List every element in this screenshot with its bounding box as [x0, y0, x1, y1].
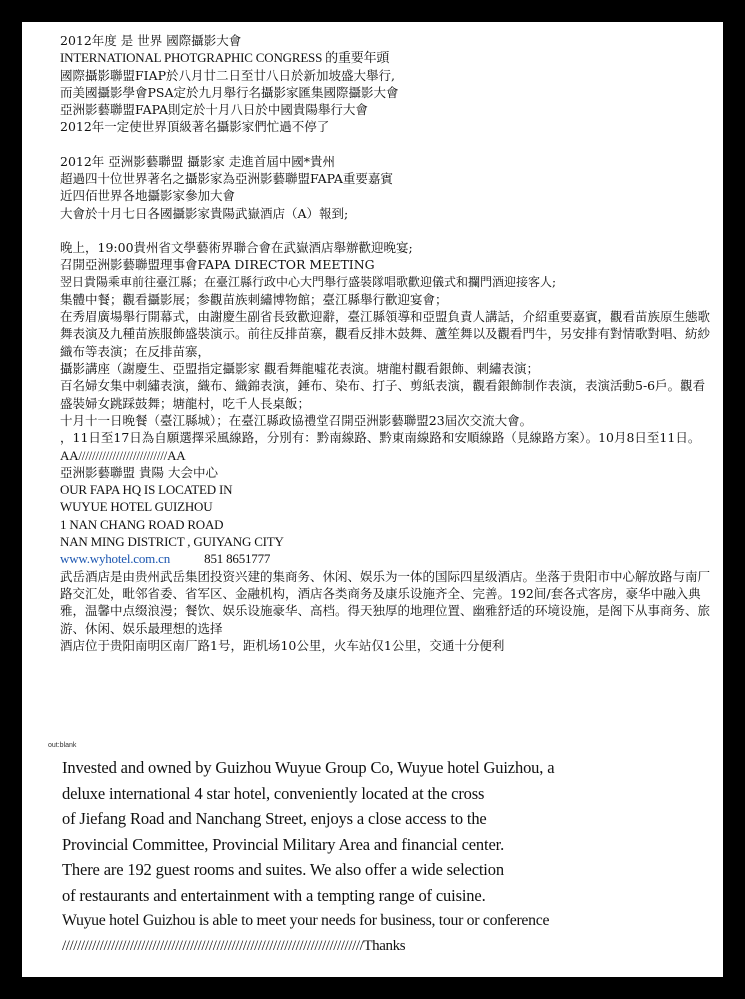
text-line: 超過四十位世界著名之攝影家為亞洲影藝聯盟FAPA重要嘉賓 — [60, 171, 393, 187]
phone-number: 851 8651777 — [204, 551, 271, 567]
text-line: of restaurants and entertainment with a tempting range of cuisine. — [62, 885, 486, 905]
text-line: 近四佰世界各地攝影家參加大會 — [60, 188, 236, 204]
text-line: of Jiefang Road and Nanchang Street, enjoys a close access to the — [62, 809, 487, 828]
text-line: 2012年度 是 世界 國際攝影大會 — [60, 33, 242, 48]
text-line: 十月十一日晚餐（臺江縣城）；在臺江縣政協禮堂召開亞洲影藝聯盟23屆次交流大會。 — [60, 412, 533, 428]
text-line: 國際攝影聯盟FIAP於八月廿二日至廿八日於新加坡盛大舉行, — [60, 67, 396, 83]
text-line: 晚上，19:00貴州省文學藝術界聯合會在武嶽酒店舉辦歡迎晚宴; — [60, 239, 413, 255]
text-line: Wuyue hotel Guizhou is able to meet your needs for business, tour or conference — [62, 912, 550, 929]
text-block: 百名婦女集中刺繡表演，織布、織錦表演，錘布、染布、打子、剪紙表演，觀看銀飾制作表演，表演活動5-6戶。觀看盛裝婦女跳踩鼓舞；塘龍村，吃千人長桌飯； — [60, 378, 706, 411]
address-block — [60, 447, 710, 568]
text-line: 而美國攝影學會PSA定於九月舉行名攝影家匯集國際攝影大會 — [60, 84, 399, 100]
hotel-description-en — [62, 755, 717, 959]
website-link[interactable]: www.wyhotel.com.cn — [60, 551, 171, 567]
street-address: 1 NAN CHANG ROAD ROAD — [60, 516, 224, 532]
text-block: 武岳酒店是由贵州武岳集团投资兴建的集商务、休闲、娱乐为一体的国际四星级酒店。坐落于贵阳市中心解放路与南厂路交汇处，毗邻省委、省军区、金融机构，酒店各类商务及康乐设施齐全、完善。192间/套各式客房，豪华中融入典雅，温馨中点缀浪漫；餐饮、娱乐设施豪华、高档。得天独厚的地理位置、幽雅舒适的环境设施，是阁下从事商务、旅游、休闲、娱乐最理想的选择 — [60, 568, 711, 636]
text-line: 集體中餐；觀看攝影展；参觀苗族刺繡博物館；臺江縣舉行歡迎宴會； — [60, 291, 448, 307]
text-line: INTERNATIONAL PHOTGRAPHIC CONGRESS 的重要年頭 — [60, 50, 390, 66]
hotel-description-cn — [60, 568, 710, 654]
text-line: 攝影講座（謝慶生、亞盟指定攝影家 觀看舞龍噓花表演。塘龍村觀看銀飾、刺繡表演； — [60, 361, 539, 377]
text-line: 2012年 亞洲影藝聯盟 攝影家 走進首屆中國*貴州 — [60, 153, 335, 169]
document-page — [22, 22, 723, 977]
text-line: OUR FAPA HQ IS LOCATED IN — [60, 482, 233, 498]
text-line: 大會於十月七日各國攝影家貴陽武嶽酒店（A）報到; — [60, 205, 349, 221]
divider-line: AA//////////////////////////AA — [60, 447, 186, 463]
itinerary-paragraph — [60, 239, 710, 447]
district-address: NAN MING DISTRICT , GUIYANG CITY — [60, 534, 284, 550]
text-line: 召開亞洲影藝聯盟理事會FAPA DIRECTOR MEETING — [60, 257, 375, 273]
document-body — [60, 32, 710, 654]
text-line: deluxe international 4 star hotel, conveniently located at the cross — [62, 783, 485, 803]
text-line: There are 192 guest rooms and suites. We also offer a wide selection — [62, 860, 504, 879]
text-line: 2012年一定使世界頂級著名攝影家們忙過不停了 — [60, 119, 330, 135]
text-line: 亞洲影藝聯盟 貴陽 大会中心 — [60, 464, 218, 480]
text-line: 翌日貴陽乘車前往臺江縣；在臺江縣行政中心大門舉行盛裝隊唱歌歡迎儀式和攔門酒迎接客人; — [60, 274, 557, 289]
text-line: Provincial Committee, Provincial Military Area and financial center. — [62, 834, 505, 854]
closing-line: ////////////////////////////////////////////////////////////////////////////////Thanks — [62, 937, 406, 954]
text-line: 酒店位于贵阳南明区南厂路1号，距机场10公里，火车站仅1公里，交通十分便利 — [60, 637, 505, 653]
text-block: 在秀眉廣場舉行開幕式，由謝慶生副省長致歡迎辭，臺江縣領導和亞盟負責人講話，介紹重要嘉賓，觀看苗族原生態歌舞表演及九種苗族服飾盛裝演示。前往反排苗寨，觀看反排木鼓舞、蘆笙舞以及觀看門牛，另安排有對情歌對唱、紡紗織布等表演；在反排苗寨， — [60, 309, 711, 359]
congress-paragraph — [60, 32, 710, 136]
hotel-name: WUYUE HOTEL GUIZHOU — [60, 499, 213, 515]
text-line: Invested and owned by Guizhou Wuyue Group Co, Wuyue hotel Guizhou, a — [62, 758, 555, 777]
guizhou-paragraph — [60, 153, 710, 222]
text-block: ，11日至17日為自願選擇采風線路，分別有：黔南線路、黔東南線路和安順線路（見線路方案）。10月8日至11日。 — [60, 430, 701, 446]
text-line: 亞洲影藝聯盟FAPA則定於十月八日於中國貴陽舉行大會 — [60, 102, 368, 118]
note-label: out:blank — [48, 742, 77, 749]
